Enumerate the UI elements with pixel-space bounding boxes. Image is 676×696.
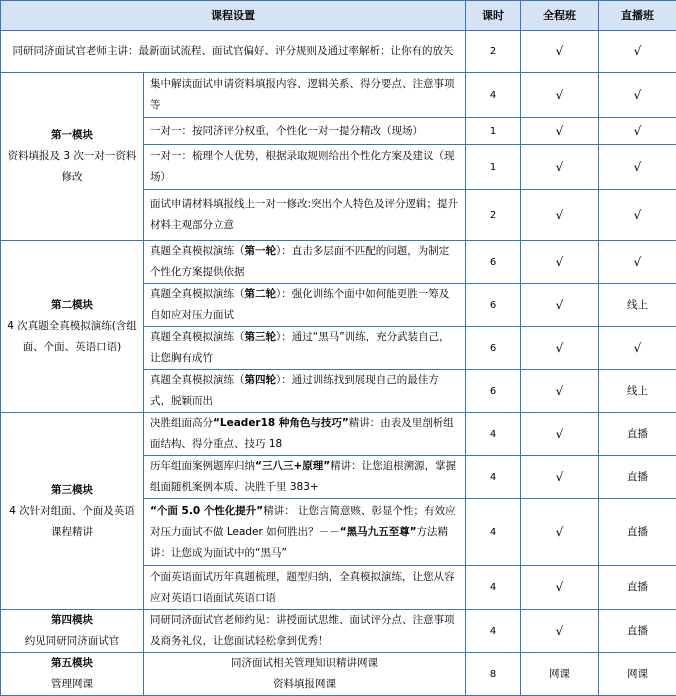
desc-post: ）：直击多层面不匹配的问题，为制定个性化方案提供依据 <box>150 245 449 278</box>
desc-post: ）：通过训练找到展现自己的最佳方式，脱颖而出 <box>150 374 439 407</box>
header-row <box>1 1 676 31</box>
desc-cell: 一对一：梳理个人优势，根据录取规则给出个性化方案及建议（现场） <box>144 145 466 190</box>
full-check: √ <box>521 370 599 413</box>
module3-title: 第三模块 <box>4 480 140 501</box>
desc-pre: 真题全真模拟演练（ <box>150 245 245 257</box>
desc-cell <box>144 413 466 456</box>
module5-cell <box>1 653 144 696</box>
full-check: √ <box>521 31 599 73</box>
full-check: √ <box>521 118 599 145</box>
module5-title: 第五模块 <box>4 653 140 674</box>
module2-subtitle: 4 次真题全真模拟演练(含组面、个面、英语口语) <box>4 316 140 358</box>
desc-cell <box>144 499 466 566</box>
table-row <box>1 610 676 653</box>
desc-bold: “个面 5.0 个性化提升” <box>150 505 263 517</box>
desc-cell <box>144 284 466 327</box>
full-check: √ <box>521 566 599 610</box>
full-cell: 网课 <box>521 653 599 696</box>
full-check: √ <box>521 327 599 370</box>
hours-cell: 2 <box>466 190 521 241</box>
hours-cell: 1 <box>466 118 521 145</box>
module1-cell <box>1 73 144 241</box>
desc-post: 方法精讲：让您成为面试中的“黑马” <box>150 526 448 559</box>
desc-bold: 第二轮 <box>245 288 277 300</box>
desc-cell: 同研同济面试官老师约见：讲授面试思维、面试评分点、注意事项及商务礼仪，让您面试轻松拿到优秀！ <box>144 610 466 653</box>
table-row <box>1 413 676 456</box>
live-cell: 直播 <box>599 610 676 653</box>
desc-bold: “黑马九五至尊” <box>340 526 417 538</box>
desc-cell: 面试申请材料填报线上一对一修改:突出个人特色及评分逻辑；提升材料主观部分立意 <box>144 190 466 241</box>
hours-cell: 6 <box>466 241 521 284</box>
desc-pre: 真题全真模拟演练（ <box>150 331 245 343</box>
full-check: √ <box>521 610 599 653</box>
live-check: √ <box>599 241 676 284</box>
desc-line1: 同济面试相关管理知识精讲网课 <box>150 653 459 674</box>
desc-mid: 精讲： 让您言简意赅、彰显个性；有效应对压力面试不做 Leader 如何胜出？－－ <box>150 505 456 538</box>
live-check: √ <box>599 145 676 190</box>
hours-cell: 4 <box>466 73 521 118</box>
desc-bold: 第三轮 <box>245 331 277 343</box>
header-course: 课程设置 <box>1 1 466 31</box>
desc-pre: 真题全真模拟演练（ <box>150 288 245 300</box>
module3-cell <box>1 413 144 610</box>
live-check: √ <box>599 190 676 241</box>
table-row <box>1 241 676 284</box>
full-check: √ <box>521 73 599 118</box>
live-cell: 直播 <box>599 499 676 566</box>
hours-cell: 2 <box>466 31 521 73</box>
hours-cell: 4 <box>466 610 521 653</box>
live-cell: 线上 <box>599 284 676 327</box>
live-check: √ <box>599 118 676 145</box>
desc-bold: 第一轮 <box>245 245 277 257</box>
desc-post: ）：通过“黑马”训练，充分武装自己，让您胸有成竹 <box>150 331 450 364</box>
hours-cell: 4 <box>466 499 521 566</box>
full-check: √ <box>521 413 599 456</box>
hours-cell: 6 <box>466 327 521 370</box>
desc-cell <box>144 327 466 370</box>
hours-cell: 6 <box>466 284 521 327</box>
live-cell: 直播 <box>599 456 676 499</box>
desc-post: ）：强化训练个面中如何能更胜一筹及自如应对压力面试 <box>150 288 449 321</box>
header-live: 直播班 <box>599 1 676 31</box>
full-check: √ <box>521 241 599 284</box>
table-row <box>1 73 676 118</box>
full-check: √ <box>521 284 599 327</box>
desc-cell <box>144 241 466 284</box>
intro-row <box>1 31 676 73</box>
desc-cell <box>144 370 466 413</box>
table-row <box>1 653 676 696</box>
desc-cell <box>144 456 466 499</box>
live-cell: 直播 <box>599 413 676 456</box>
full-check: √ <box>521 456 599 499</box>
hours-cell: 8 <box>466 653 521 696</box>
module1-title: 第一模块 <box>4 125 140 146</box>
desc-cell: 个面英语面试历年真题梳理，题型归纳，全真模拟演练，让您从容应对英语口语面试英语口语 <box>144 566 466 610</box>
module1-subtitle: 资料填报及 3 次一对一资料修改 <box>4 146 140 188</box>
module4-subtitle: 约见同研同济面试官 <box>4 631 140 652</box>
hours-cell: 4 <box>466 413 521 456</box>
module3-subtitle: 4 次针对组面、个面及英语课程精讲 <box>4 501 140 543</box>
live-check: √ <box>599 73 676 118</box>
desc-cell: 集中解读面试申请资料填报内容、逻辑关系、得分要点、注意事项等 <box>144 73 466 118</box>
full-check: √ <box>521 190 599 241</box>
desc-bold: 第四轮 <box>245 374 277 386</box>
desc-bold: “三八三+原理” <box>255 460 330 472</box>
desc-bold: “Leader18 种角色与技巧” <box>213 417 349 429</box>
live-cell: 网课 <box>599 653 676 696</box>
full-check: √ <box>521 145 599 190</box>
header-hours: 课时 <box>466 1 521 31</box>
hours-cell: 4 <box>466 456 521 499</box>
hours-cell: 6 <box>466 370 521 413</box>
desc-post: 精讲：让您追根溯源，掌握组面随机案例本质、决胜千里 383+ <box>150 460 456 493</box>
header-full: 全程班 <box>521 1 599 31</box>
module2-title: 第二模块 <box>4 295 140 316</box>
hours-cell: 1 <box>466 145 521 190</box>
module2-cell <box>1 241 144 413</box>
live-cell: 线上 <box>599 370 676 413</box>
full-check: √ <box>521 499 599 566</box>
desc-pre: 决胜组面高分 <box>150 417 213 429</box>
desc-pre: 历年组面案例题库归纳 <box>150 460 255 472</box>
desc-cell <box>144 653 466 696</box>
live-cell: 直播 <box>599 566 676 610</box>
desc-line2: 资料填报网课 <box>150 674 459 695</box>
intro-text: 同研同济面试官老师主讲：最新面试流程、面试官偏好、评分规则及通过率解析：让你有的放矢 <box>1 31 466 73</box>
module4-cell <box>1 610 144 653</box>
desc-pre: 真题全真模拟演练（ <box>150 374 245 386</box>
desc-cell: 一对一：按同济评分权重，个性化一对一提分精改（现场） <box>144 118 466 145</box>
module4-title: 第四模块 <box>4 610 140 631</box>
live-check: √ <box>599 31 676 73</box>
hours-cell: 4 <box>466 566 521 610</box>
module5-subtitle: 管理网课 <box>4 674 140 695</box>
desc-post: 精讲：由表及里剖析组面结构、得分重点、技巧 18 <box>150 417 454 450</box>
live-check: √ <box>599 327 676 370</box>
